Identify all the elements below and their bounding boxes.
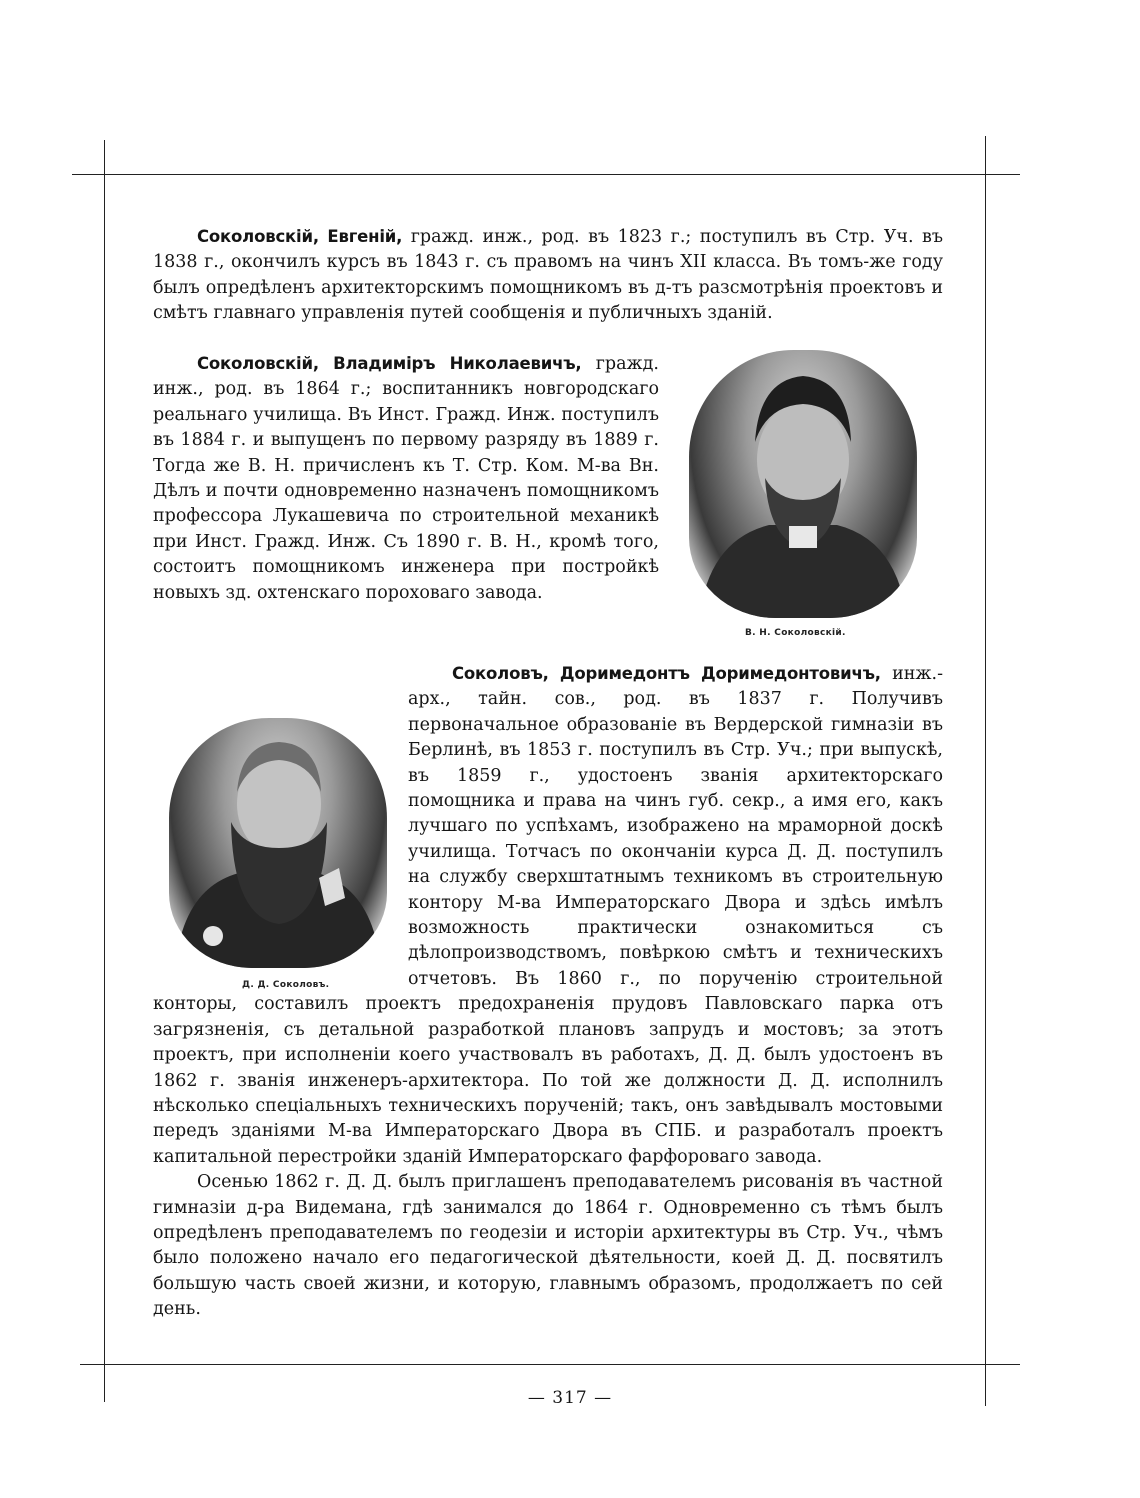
entry-text: инж.-арх., тайн. сов., род. въ 1837 г. Получивъ первоначальное образованіе въ Вердерской гимназіи въ Берлинѣ, въ 1853 г. поступилъ въ Стр. Уч.; при выпускѣ, въ 1859 г., удостоенъ званія архитекторскаго помощника и права на чинъ губ. секр., а имя его, какъ лучшаго по успѣхамъ, изображено на мраморной доскѣ училища. Тотчасъ по окончаніи курса Д. Д. поступилъ на службу сверхштатнымъ техникомъ въ строительную контору М-ва Императорскаго Двора и здѣсь имѣлъ возможность практически ознакомиться съ дѣлопроизводствомъ, повѣркою смѣтъ и техническихъ отчетовъ. Въ 1860 г., по порученію строительной конторы, составилъ проектъ предохраненія прудовъ Павловскаго парка отъ загрязненія, съ детальной разработкой плановъ запрудъ и мостовъ; за этотъ проектъ, при исполненіи коего участвовалъ въ работахъ, Д. Д. былъ удостоенъ въ 1862 г. званія инженеръ-архитектора. По той же должности Д. Д. исполнилъ нѣсколько спеціальныхъ техническихъ порученій; такъ, онъ завѣдывалъ мостовыми передъ зданіями М-ва Императорскаго Двора въ СПБ. и разработалъ проектъ капитальной перестройки зданій Императорскаго фарфороваго завода. xyxy=(153,664,944,1167)
entry-sokolovsky-vladimir xyxy=(153,351,659,606)
portrait-caption: В. Н. Соколовскій. xyxy=(745,628,846,638)
entry-text: гражд. инж., род. въ 1823 г.; поступилъ въ Стр. Уч. въ 1838 г., окончилъ курсъ въ 1843 г. съ правомъ на чинъ XII класса. Въ томъ-же году былъ опредѣленъ архитекторскимъ помощникомъ въ д-тъ разсмотрѣнія проектовъ и смѣтъ главнаго управленія путей сообщенія и публичныхъ зданій. xyxy=(153,227,944,324)
frame-bottom-rule xyxy=(80,1364,1020,1365)
page-number: — 317 — xyxy=(527,1388,613,1408)
frame-top-rule xyxy=(72,174,1020,175)
portrait-caption: Д. Д. Соколовъ. xyxy=(242,980,330,990)
entry-name: Соколовскій, Евгеній, xyxy=(197,227,403,246)
portrait-photo xyxy=(689,350,917,618)
frame-left-rule xyxy=(104,140,105,1402)
portrait-sokolovsky-vladimir xyxy=(683,348,923,648)
frame-right-rule xyxy=(985,136,986,1406)
portrait-figure xyxy=(689,350,917,618)
entry-sokolovsky-evgeny xyxy=(153,224,943,327)
entry-text: гражд. инж., род. въ 1864 г.; воспитанникъ новгородскаго реальнаго училища. Въ Инст. Гражд. Инж. поступилъ въ 1884 г. и выпущенъ по первому разряду въ 1889 г. Тогда же В. Н. причисленъ къ Т. Стр. Ком. М-ва Вн. Дѣлъ и почти одновременно назначенъ помощникомъ профессора Лукашевича по строительной механикѣ при Инст. Гражд. Инж. Съ 1890 г. В. Н., кромѣ того, состоитъ помощникомъ инженера при постройкѣ новыхъ зд. охтенскаго пороховаго завода. xyxy=(153,354,659,603)
entry-text-continued: Осенью 1862 г. Д. Д. былъ приглашенъ преподавателемъ рисованія въ частной гимназіи д-ра Видемана, гдѣ занимался до 1864 г. Одновременно съ тѣмъ былъ опредѣленъ преподавателемъ по геодезіи и исторіи архитектуры въ Стр. Уч., чѣмъ было положено начало его педагогической дѣятельности, коей Д. Д. посвятилъ большую часть своей жизни, и которую, главнымъ образомъ, продолжаетъ по сей день. xyxy=(153,1172,943,1320)
float-spacer xyxy=(153,689,408,991)
entry-name: Соколовъ, Доримедонтъ Доримедонтовичъ, xyxy=(452,664,881,683)
entry-name: Соколовскій, Владиміръ Николаевичъ, xyxy=(197,354,582,373)
entry-sokolov-dorimedont xyxy=(153,661,943,1323)
